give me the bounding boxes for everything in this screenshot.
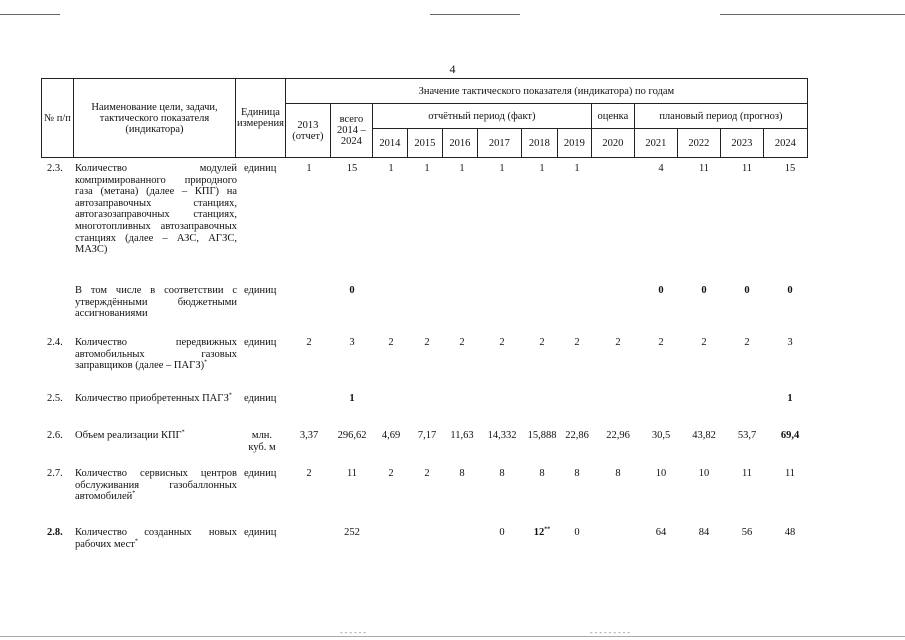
value-cell: 64: [655, 527, 667, 538]
page-number: 4: [449, 62, 456, 76]
value-cell: 11: [784, 468, 796, 479]
year-header: 2017: [477, 129, 521, 158]
value-cell: 2: [424, 337, 430, 348]
value-cell: 22,96: [606, 430, 630, 441]
value-cell: 11: [741, 468, 753, 479]
value-cell: 8: [499, 468, 505, 479]
row-number: 2.5.: [47, 393, 63, 404]
scan-edge: [0, 14, 60, 15]
row-unit: млн. куб. м: [248, 430, 276, 453]
value-cell: 7,17: [417, 430, 437, 441]
col-total-header: всего 2014 – 2024: [330, 104, 372, 158]
value-cell: 3: [349, 337, 355, 348]
year-header: 2016: [442, 129, 477, 158]
value-cell: 1: [349, 393, 355, 404]
row-unit: единиц: [244, 527, 277, 538]
value-cell: 1: [574, 163, 580, 174]
value-cell: 2: [744, 337, 750, 348]
scan-mark: - - - - - - - - -: [590, 628, 630, 637]
col-num-header: № п/п: [42, 79, 74, 158]
value-cell: 14,332: [487, 430, 517, 441]
value-cell: 15,888: [527, 430, 557, 441]
col-values-header: Значение тактического показателя (индикатора) по годам: [285, 79, 807, 104]
forecast-group-header: плановый период (прогноз): [634, 104, 807, 129]
row-unit: единиц: [244, 468, 277, 479]
value-cell: 0: [658, 285, 664, 296]
value-cell: 2: [306, 337, 312, 348]
value-cell: 1: [388, 163, 394, 174]
value-cell: 11: [698, 163, 710, 174]
fact-group-header: отчётный период (факт): [372, 104, 591, 129]
value-cell: 296,62: [337, 430, 367, 441]
row-number: 2.8.: [47, 527, 63, 538]
value-cell: 69,4: [780, 430, 800, 441]
value-cell: 3,37: [299, 430, 319, 441]
scan-edge: [720, 14, 905, 15]
value-cell: 2: [574, 337, 580, 348]
value-cell: 30,5: [651, 430, 671, 441]
value-cell: 0: [349, 285, 355, 296]
value-cell: 1: [539, 163, 545, 174]
value-cell: 11: [741, 163, 753, 174]
value-cell: 1: [499, 163, 505, 174]
value-cell: 22,86: [565, 430, 589, 441]
value-cell: 56: [741, 527, 753, 538]
row-unit: единиц: [244, 393, 277, 404]
year-header: 2022: [677, 129, 720, 158]
year-header: 2020: [591, 129, 634, 158]
year-header: 2015: [407, 129, 442, 158]
value-cell: 2: [615, 337, 621, 348]
year-header: 2014: [372, 129, 407, 158]
value-cell: 0: [574, 527, 580, 538]
year-header: 2024: [763, 129, 807, 158]
row-unit: единиц: [244, 337, 277, 348]
value-cell: 1: [306, 163, 312, 174]
row-unit: единиц: [244, 285, 277, 296]
value-cell: 2: [701, 337, 707, 348]
row-number: 2.7.: [47, 468, 63, 479]
value-cell: 2: [459, 337, 465, 348]
value-cell: 11,63: [450, 430, 474, 441]
estimate-group-header: оценка: [591, 104, 634, 129]
value-cell: 1: [459, 163, 465, 174]
value-cell: 0: [744, 285, 750, 296]
value-cell: 1: [787, 393, 793, 404]
row-number: 2.6.: [47, 430, 63, 441]
year-header: 2019: [557, 129, 591, 158]
year-header: 2023: [720, 129, 763, 158]
value-cell: 3: [787, 337, 793, 348]
value-cell: 43,82: [692, 430, 716, 441]
row-name: Объем реализации КПГ*: [75, 429, 185, 441]
col-name-header: Наименование цели, задачи, тактического показателя (индикатора): [74, 79, 236, 158]
value-cell: 15: [346, 163, 358, 174]
col-unit-header: Единица измерения: [236, 79, 286, 158]
year-header: 2018: [521, 129, 557, 158]
indicator-table-header: [41, 78, 808, 158]
row-name: Количество передвижных автомобильных газовых заправщиков (далее – ПАГЗ)*: [75, 337, 237, 372]
row-name: Количество приобретенных ПАГЗ*: [75, 392, 232, 404]
row-name: Количество сервисных центров обслуживания газобаллонных автомобилей*: [75, 468, 237, 503]
value-cell: 8: [574, 468, 580, 479]
scan-edge: [430, 14, 520, 15]
row-unit: единиц: [244, 163, 277, 174]
value-cell: 15: [784, 163, 796, 174]
col-2013-header: 2013 (отчет): [285, 104, 330, 158]
row-number: 2.3.: [47, 163, 63, 174]
value-cell: 53,7: [737, 430, 757, 441]
value-cell: 1: [424, 163, 430, 174]
value-cell: 8: [615, 468, 621, 479]
value-cell: 4,69: [381, 430, 401, 441]
row-name: Количество модулей компримированного природного газа (метана) (далее – КПГ) на автозаправочных станциях, автогазозаправочных станциях, многотопливных автозаправочных станциях (далее – АЗС, АГЗС, МАЗС): [75, 163, 237, 256]
value-cell: 2: [539, 337, 545, 348]
value-cell: 84: [698, 527, 710, 538]
value-cell: 11: [346, 468, 358, 479]
row-name: Количество созданных новых рабочих мест*: [75, 527, 237, 550]
value-cell: 0: [701, 285, 707, 296]
value-cell: 2: [424, 468, 430, 479]
value-cell: 8: [539, 468, 545, 479]
value-cell: 10: [698, 468, 710, 479]
year-header: 2021: [634, 129, 677, 158]
value-cell: 0: [499, 527, 505, 538]
value-cell: 2: [306, 468, 312, 479]
row-name: В том числе в соответствии с утверждёнными бюджетными ассигнованиями: [75, 285, 237, 320]
value-cell: 2: [388, 468, 394, 479]
value-cell: 0: [787, 285, 793, 296]
scan-mark: - - - - - -: [340, 628, 366, 637]
value-cell: 8: [459, 468, 465, 479]
footnote-mark: **: [544, 526, 551, 533]
value-cell: 2: [499, 337, 505, 348]
row-number: 2.4.: [47, 337, 63, 348]
value-cell: 252: [344, 527, 360, 538]
value-cell: 2: [658, 337, 664, 348]
value-cell: 10: [655, 468, 667, 479]
scan-edge: [0, 636, 905, 637]
value-cell: 4: [658, 163, 664, 174]
value-cell: 2: [388, 337, 394, 348]
value-cell: 48: [784, 527, 796, 538]
value-cell: 12**: [533, 526, 551, 538]
